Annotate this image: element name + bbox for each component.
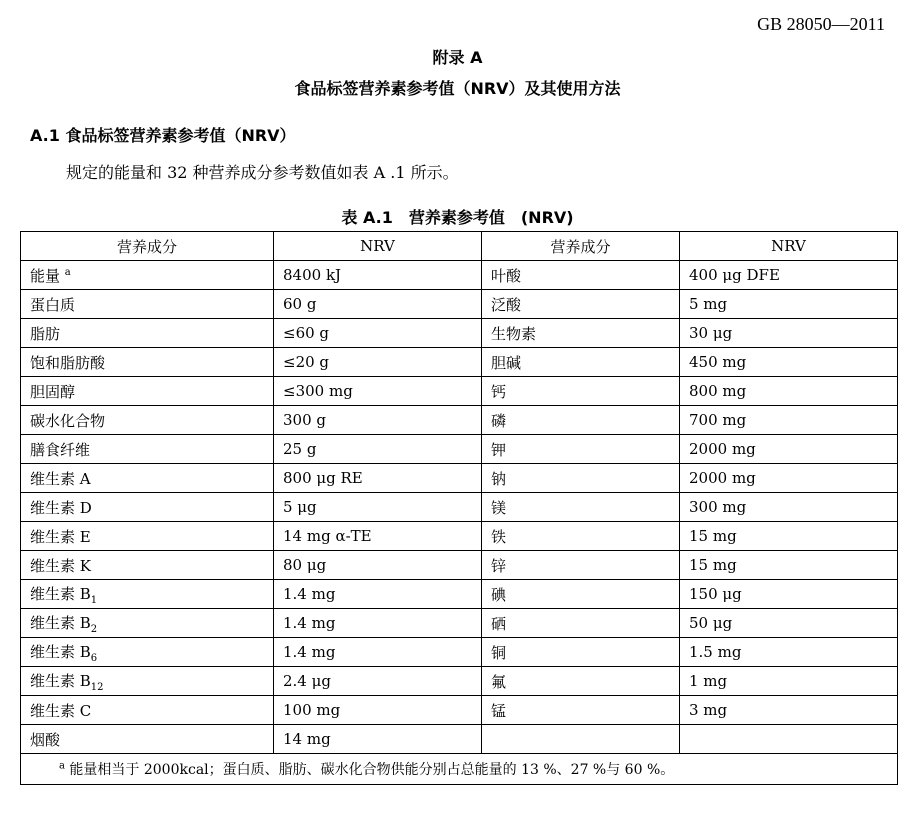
nrv-value-right: 300 mg [680,493,898,522]
nutrient-name-text: 碳水化合物 [30,411,106,430]
nrv-value-left: 2.4 μg [274,667,482,696]
nutrient-name-left [21,435,274,464]
nrv-value-left: 80 μg [274,551,482,580]
nrv-value-left: 14 mg [274,725,482,754]
nutrient-name-left [21,551,274,580]
table-row [21,725,898,754]
nutrient-name-left [21,290,274,319]
nutrient-name-left [21,464,274,493]
nutrient-name-right: 钙 [482,377,680,406]
nutrient-name-left [21,493,274,522]
table-row [21,261,898,290]
section-heading: A.1 食品标签营养素参考值（NRV） [30,126,296,145]
table-row [21,551,898,580]
nutrient-name-right: 钾 [482,435,680,464]
nutrient-name-text: 蛋白质 [30,295,76,314]
header-nrv-left: NRV [274,232,482,261]
nrv-value-right: 30 μg [680,319,898,348]
nrv-value-left: ≤300 mg [274,377,482,406]
table-row [21,464,898,493]
nutrient-name-left [21,696,274,725]
nutrient-name-right: 泛酸 [482,290,680,319]
nrv-value-left: 8400 kJ [274,261,482,290]
nutrient-name-right: 锰 [482,696,680,725]
table-row [21,609,898,638]
table-row [21,319,898,348]
nrv-value-right: 15 mg [680,522,898,551]
vitamin-subscript: 1 [90,594,98,606]
appendix-title: 附录 A [432,48,483,67]
nutrient-name-right: 碘 [482,580,680,609]
nutrient-name-right: 磷 [482,406,680,435]
table-body [21,261,898,754]
nutrient-name-text: 维生素 C [30,701,92,720]
nutrient-name-right: 镁 [482,493,680,522]
nutrient-name-text: 能量 [30,266,61,285]
nrv-value-right: 150 μg [680,580,898,609]
nrv-value-right: 2000 mg [680,435,898,464]
nutrient-name-text: 维生素 A [30,469,91,488]
nutrient-name-text: 膳食纤维 [30,440,91,459]
footnote-superscript: a [64,266,71,278]
table-row [21,493,898,522]
nrv-value-right: 1.5 mg [680,638,898,667]
nrv-value-left: 300 g [274,406,482,435]
table-row [21,348,898,377]
nutrient-name-left [21,406,274,435]
intro-paragraph: 规定的能量和 32 种营养成分参考数值如表 A .1 所示。 [66,163,459,182]
nrv-value-right: 800 mg [680,377,898,406]
table-row [21,667,898,696]
table-row [21,580,898,609]
nutrient-name-text: 胆固醇 [30,382,76,401]
nutrient-name-text: 维生素 E [30,527,91,546]
nutrient-name-text: 维生素 B [30,613,91,632]
nutrient-name-right: 硒 [482,609,680,638]
nutrient-name-text: 烟酸 [30,730,61,749]
nrv-value-left: 1.4 mg [274,580,482,609]
nrv-value-left: ≤60 g [274,319,482,348]
nutrient-name-text: 脂肪 [30,324,61,343]
nrv-value-left: 5 μg [274,493,482,522]
nrv-value-left: ≤20 g [274,348,482,377]
nrv-value-right: 5 mg [680,290,898,319]
nrv-value-right: 1 mg [680,667,898,696]
nrv-value-left: 1.4 mg [274,609,482,638]
nutrient-name-text: 饱和脂肪酸 [30,353,106,372]
nrv-value-left: 25 g [274,435,482,464]
nutrient-name-left [21,377,274,406]
vitamin-subscript: 12 [90,681,104,693]
nutrient-name-text: 维生素 K [30,556,91,575]
nutrient-name-right: 钠 [482,464,680,493]
nutrient-name-left [21,609,274,638]
header-nutrient-right: 营养成分 [482,232,680,261]
footnote-row [21,754,898,785]
footnote-mark: a [59,760,65,772]
nutrient-name-right: 叶酸 [482,261,680,290]
footnote-text: 能量相当于 2000kcal；蛋白质、脂肪、碳水化合物供能分别占总能量的 13 %、27 %与 60 %。 [69,762,675,778]
nrv-value-left: 60 g [274,290,482,319]
nrv-value-left: 800 μg RE [274,464,482,493]
nutrient-name-right: 铜 [482,638,680,667]
table-caption: 表 A.1 营养素参考值 (NRV) [341,208,574,227]
nutrient-name-right: 铁 [482,522,680,551]
nrv-value-left: 100 mg [274,696,482,725]
nrv-value-right: 2000 mg [680,464,898,493]
nutrient-name-left [21,580,274,609]
nrv-value-right: 15 mg [680,551,898,580]
table-row [21,522,898,551]
nrv-value-right: 50 μg [680,609,898,638]
nutrient-name-left [21,667,274,696]
header-nrv-right: NRV [680,232,898,261]
nrv-value-right: 450 mg [680,348,898,377]
nrv-table [20,231,898,785]
nrv-value-left: 14 mg α-TE [274,522,482,551]
nutrient-name-right: 锌 [482,551,680,580]
table-footnote [21,754,898,785]
nutrient-name-text: 维生素 B [30,671,91,690]
nutrient-name-left [21,319,274,348]
standard-code: GB 28050—2011 [757,14,885,34]
table-row [21,377,898,406]
nutrient-name-left [21,348,274,377]
table-row [21,406,898,435]
nutrient-name-right: 生物素 [482,319,680,348]
nrv-value-right: 400 μg DFE [680,261,898,290]
nrv-value-right [680,725,898,754]
appendix-subtitle: 食品标签营养素参考值（NRV）及其使用方法 [294,79,621,98]
nutrient-name-left [21,725,274,754]
header-nutrient-left: 营养成分 [21,232,274,261]
nutrient-name-right [482,725,680,754]
nrv-value-right: 3 mg [680,696,898,725]
nrv-value-right: 700 mg [680,406,898,435]
nutrient-name-right: 氟 [482,667,680,696]
table-row [21,435,898,464]
table-row [21,638,898,667]
vitamin-subscript: 6 [90,652,98,664]
nutrient-name-left [21,638,274,667]
vitamin-subscript: 2 [90,623,98,635]
nutrient-name-text: 维生素 B [30,584,91,603]
nrv-value-left: 1.4 mg [274,638,482,667]
nutrient-name-left [21,261,274,290]
table-header-row [21,232,898,261]
nutrient-name-right: 胆碱 [482,348,680,377]
nutrient-name-left [21,522,274,551]
nutrient-name-text: 维生素 B [30,642,91,661]
nutrient-name-text: 维生素 D [30,498,92,517]
table-row [21,696,898,725]
table-row [21,290,898,319]
